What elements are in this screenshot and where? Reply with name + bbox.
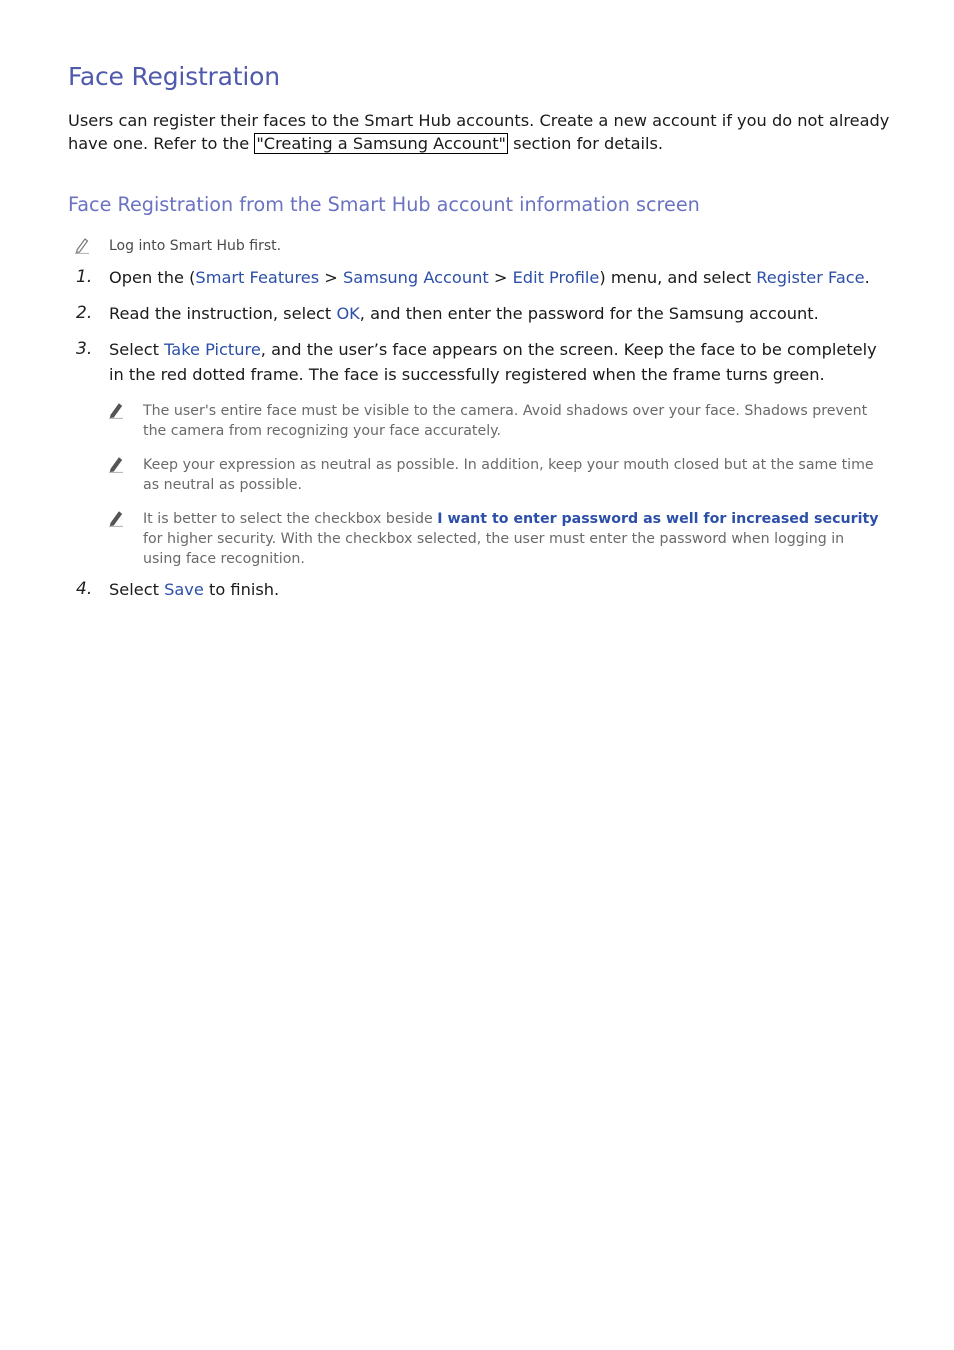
step-number: 1. [76, 267, 93, 287]
step-text-part: Select [109, 580, 165, 599]
step-text-part: to finish. [203, 580, 280, 599]
button-take-picture: Take Picture [164, 340, 261, 359]
step-text [109, 337, 885, 387]
breadcrumb-separator: > [319, 268, 343, 287]
step-text-part: , and the user’s face appears on the screen. Keep the face to be completely in the red dotted frame. The face is successfully registered when the frame turns green. [109, 340, 877, 384]
sub-note-text-part: for higher security. With the checkbox selected, the user must enter the password when logging in using face recognition. [143, 531, 845, 567]
button-save: Save [164, 580, 204, 599]
step-text-part: Select [109, 340, 165, 359]
step-text-part: Open the ( [109, 268, 196, 287]
menu-edit-profile: Edit Profile [512, 268, 600, 287]
sub-note-text: The user's entire face must be visible to the camera. Avoid shadows over your face. Shadows prevent the camera from recognizing your face accurately. [143, 403, 868, 439]
step-number: 4. [76, 579, 93, 599]
top-note-text: Log into Smart Hub first. [109, 238, 282, 254]
step-number: 3. [76, 339, 93, 359]
page-title: Face Registration [68, 62, 280, 91]
step-text-part: Read the instruction, select [109, 304, 337, 323]
step-text [109, 265, 885, 290]
button-ok: OK [336, 304, 360, 323]
section-subheading: Face Registration from the Smart Hub account information screen [68, 193, 700, 216]
step-text-part: ) menu, and select [599, 268, 757, 287]
checkbox-label-increased-security: I want to enter password as well for increased security [437, 511, 879, 527]
menu-smart-features: Smart Features [195, 268, 320, 287]
menu-samsung-account: Samsung Account [343, 268, 489, 287]
intro-paragraph [68, 109, 898, 155]
pencil-icon [108, 455, 124, 473]
intro-text-before: Users can register their faces to the Smart Hub accounts. Create a new account if you do not already have one. Refer to the [68, 111, 890, 153]
sub-note-text [143, 509, 883, 569]
step-text [109, 301, 885, 326]
intro-text-after: section for details. [508, 134, 664, 153]
pencil-icon [74, 236, 90, 254]
pencil-icon [108, 509, 124, 527]
step-number: 2. [76, 303, 93, 323]
creating-samsung-account-link[interactable]: "Creating a Samsung Account" [256, 134, 506, 153]
pencil-icon [108, 401, 124, 419]
breadcrumb-separator: > [488, 268, 513, 287]
step-text-part: . [864, 268, 870, 287]
step-text [109, 577, 885, 602]
menu-register-face: Register Face [756, 268, 865, 287]
step-text-part: , and then enter the password for the Samsung account. [359, 304, 819, 323]
sub-note-text-part: It is better to select the checkbox beside [143, 511, 438, 527]
sub-note-text: Keep your expression as neutral as possible. In addition, keep your mouth closed but at the same time as neutral as possible. [143, 457, 874, 493]
